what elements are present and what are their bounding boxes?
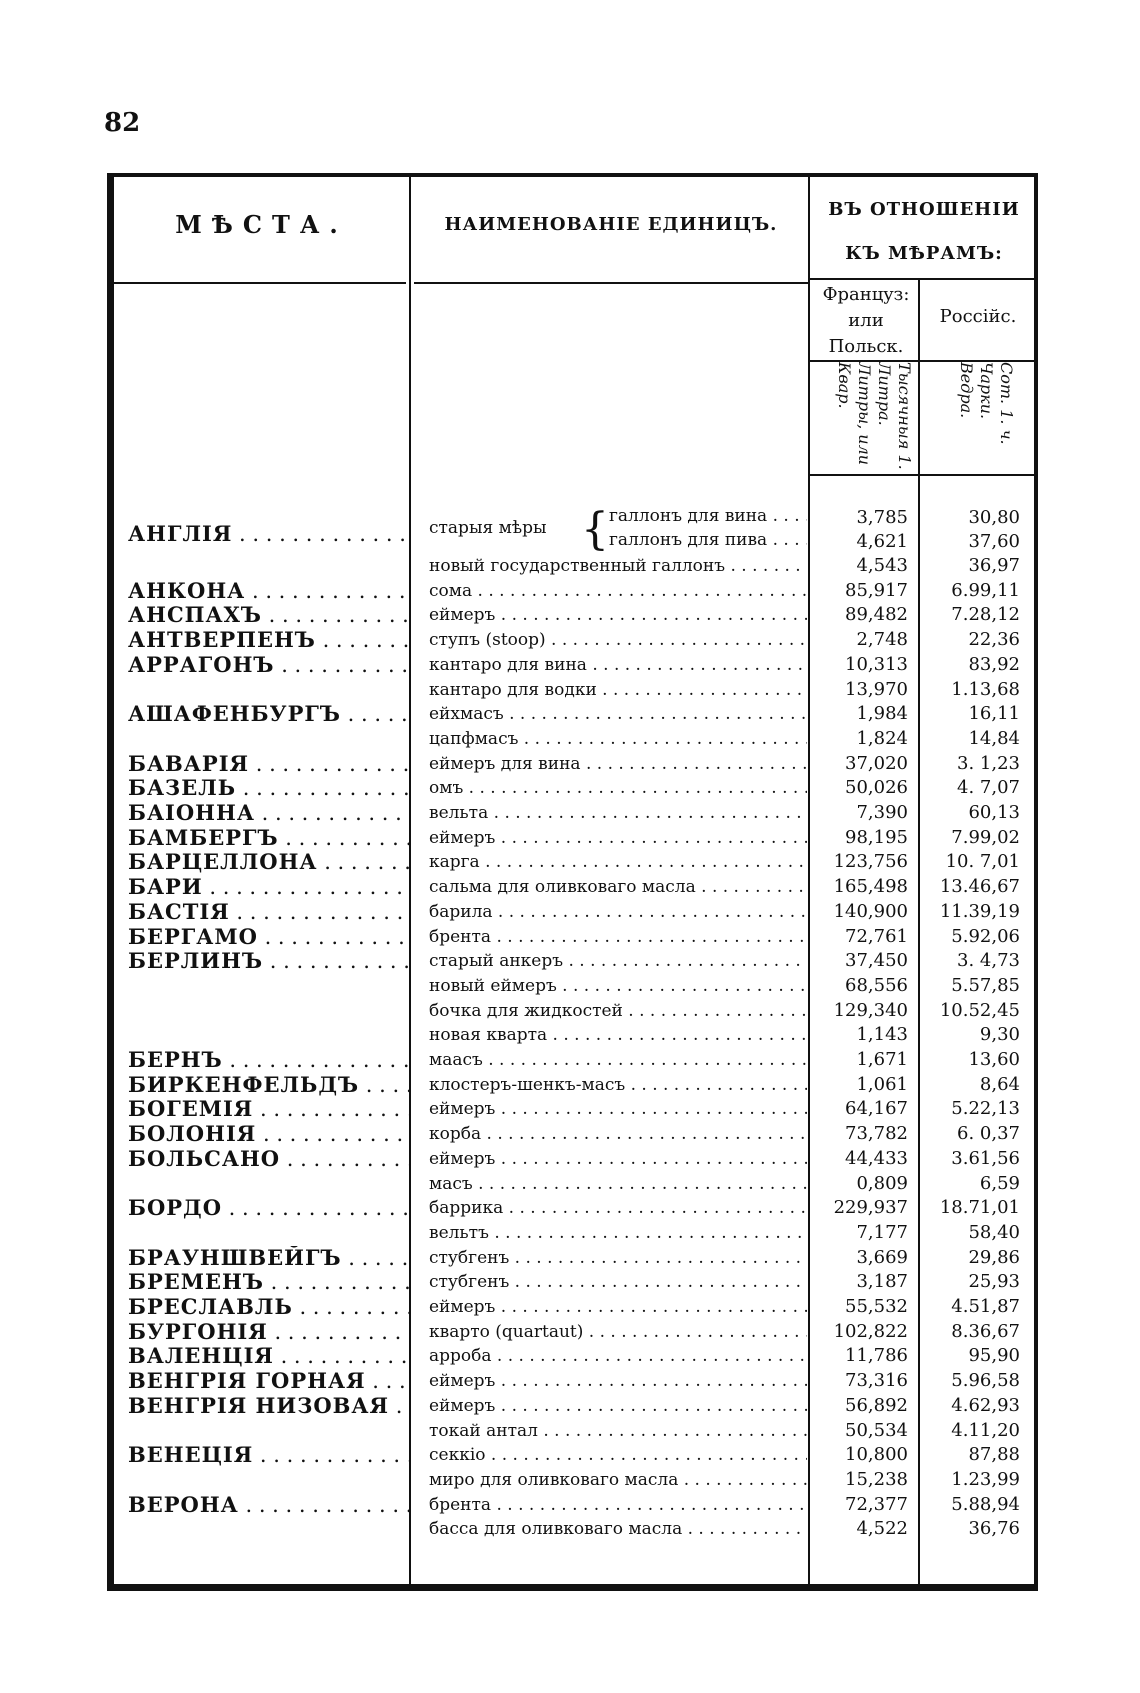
place-name: БАМБЕРГЪ . . . [128,826,409,850]
unit-name: галлонъ для вина . . . [609,506,807,526]
vedra-value: 36,76 [968,1518,1020,1540]
russian-header: Россійс. [939,306,1017,327]
table-row [0,1517,1140,1541]
place-name: АНГЛІЯ . . . [128,522,409,546]
table-row [0,1172,1140,1196]
vedra-value: 36,97 [968,555,1020,576]
place-name: БОЛОНІЯ . . . [128,1122,409,1146]
vedra-value: 3.61,56 [951,1147,1020,1169]
vedra-value: 6. 0,37 [957,1123,1020,1145]
liters-value: 13,970 [845,678,908,700]
unit-name: новый государственный галлонъ . . . [429,554,807,578]
table-row [0,1419,1140,1443]
unit-name: омъ . . . [429,776,807,800]
unit-name: еймеръ . . . [429,826,807,850]
vedra-value: 9,30 [979,1024,1020,1046]
unit-name: еймеръ . . . [429,1147,807,1171]
place-name: БАІОННА . . . [128,801,409,825]
liters-value: 129,340 [833,999,908,1021]
table-row [0,1320,1140,1344]
unit-name: новая кварта . . . [429,1023,807,1047]
table-row [0,1221,1140,1245]
vedra-value: 1.13,68 [951,678,1020,700]
place-name: БРАУНШВЕЙГЪ . . . [128,1246,409,1270]
relation-header-line2: КЪ МѢРАМЪ: [845,243,1003,264]
liters-value: 1,984 [856,703,908,725]
header-rule [808,278,1034,280]
liters-subheader-line4: или Квар. [835,362,874,466]
place-name: БАРИ . . . [128,875,409,899]
table-row [0,875,1140,899]
place-name: БОЛЬСАНО . . . [128,1147,409,1171]
unit-name: брента . . . [429,925,807,949]
liters-value: 11,786 [845,1345,908,1367]
unit-name: кантаро для водки . . . [429,678,807,702]
liters-value: 50,026 [845,777,908,799]
french-header [812,282,920,360]
vedra-value: 16,11 [968,703,1020,725]
liters-value: 140,900 [833,900,908,922]
place-name: БАЗЕЛЬ . . . [128,776,409,800]
unit-name: масъ . . . [429,1172,807,1196]
vedra-subheader-line3: Ведра. [957,362,976,419]
table-row [0,579,1140,603]
vedra-value: 5.22,13 [951,1098,1020,1120]
liters-value: 85,917 [845,579,908,601]
unit-name: бочка для жидкостей . . . [429,999,807,1023]
unit-name: басса для оливковаго масла . . . [429,1517,807,1541]
place-name: АНКОНА . . . [128,579,409,603]
liters-value: 2,748 [856,629,908,651]
table-row [0,999,1140,1023]
vedra-value: 4.62,93 [951,1394,1020,1416]
table-row [0,530,1140,554]
place-name: ВЕРОНА . . . [128,1493,409,1517]
vedra-value: 95,90 [968,1345,1020,1367]
unit-name: секкіо . . . [429,1443,807,1467]
liters-value: 89,482 [845,604,908,626]
unit-name: кварто (quartaut) . . . [429,1320,807,1344]
vedra-value: 3. 4,73 [957,950,1020,972]
vedra-value: 3. 1,23 [957,752,1020,774]
liters-value: 165,498 [833,876,908,898]
table-row [0,1493,1140,1517]
liters-value: 4,543 [856,555,908,576]
table-row [0,1023,1140,1047]
vedra-value: 5.96,58 [951,1370,1020,1392]
place-name: БРЕСЛАВЛЬ . . . [128,1295,409,1319]
units-header: НАИМЕНОВАНІЕ ЕДИНИЦЪ. [444,214,778,235]
header-rule [114,282,406,284]
liters-value: 72,761 [845,925,908,947]
vedra-value: 8,64 [979,1073,1020,1095]
liters-value: 123,756 [833,851,908,873]
liters-value: 229,937 [833,1197,908,1219]
unit-name: еймеръ . . . [429,1295,807,1319]
vedra-value: 10. 7,01 [945,851,1020,873]
place-name: ВЕНГРІЯ НИЗОВАЯ . . . [128,1394,409,1418]
place-name: АШАФЕНБУРГЪ . . . [128,702,409,726]
place-name: АРРАГОНЪ . . . [128,653,409,677]
place-name: ВЕНЕЦІЯ . . . [128,1443,409,1467]
vedra-value: 22,36 [968,629,1020,651]
vedra-value: 8.36,67 [951,1320,1020,1342]
place-name: БАРЦЕЛЛОНА . . . [128,850,409,874]
vedra-value: 29,86 [968,1246,1020,1268]
relation-header-line1: ВЪ ОТНОШЕНІИ [828,199,1020,220]
liters-value: 56,892 [845,1394,908,1416]
vedra-value: 5.57,85 [951,974,1020,996]
vedra-value: 13.46,67 [939,876,1020,898]
liters-value: 7,177 [856,1221,908,1243]
table-row [0,1270,1140,1294]
table-row [0,628,1140,652]
table-row [0,801,1140,825]
unit-name: стубгенъ . . . [429,1270,807,1294]
unit-name: новый еймеръ . . . [429,974,807,998]
unit-name: токай антал . . . [429,1419,807,1443]
liters-subheader [814,362,914,472]
french-header-line3: Польск. [828,336,904,357]
table-row [0,900,1140,924]
liters-value: 98,195 [845,826,908,848]
places-header: МѢСТА. [175,210,348,239]
liters-value: 15,238 [845,1468,908,1490]
liters-value: 7,390 [856,802,908,823]
french-header-line2: или [848,310,884,331]
liters-value: 72,377 [845,1493,908,1515]
vedra-value: 5.88,94 [951,1493,1020,1515]
liters-value: 3,785 [856,507,908,528]
table-row [0,653,1140,677]
place-name: АНСПАХЪ . . . [128,603,409,627]
vedra-value: 4.51,87 [951,1296,1020,1317]
old-measures-label: старыя мѣры [429,518,547,538]
table-row [0,1344,1140,1368]
table-row [0,974,1140,998]
table-row [0,1295,1140,1319]
liters-value: 4,621 [856,531,908,552]
vedra-value: 1.23,99 [951,1468,1020,1490]
vedra-value: 4.11,20 [951,1419,1020,1441]
vedra-value: 5.92,06 [951,925,1020,947]
unit-name: брента . . . [429,1493,807,1517]
liters-value: 73,316 [845,1370,908,1392]
liters-value: 102,822 [833,1320,908,1342]
vedra-value: 11.39,19 [939,900,1020,922]
vedra-value: 6,59 [979,1172,1020,1194]
liters-value: 3,187 [856,1271,908,1293]
vedra-value: 83,92 [968,653,1020,675]
place-name: БОРДО . . . [128,1196,409,1220]
vedra-value: 10.52,45 [939,999,1020,1021]
place-name: БУРГОНІЯ . . . [128,1320,409,1344]
table-row [0,1147,1140,1171]
unit-name: цапфмасъ . . . [429,727,807,751]
vedra-value: 58,40 [968,1221,1020,1243]
vedra-value: 18.71,01 [939,1197,1020,1219]
liters-value: 1,671 [856,1049,908,1070]
place-name: ВАЛЕНЦІЯ . . . [128,1344,409,1368]
table-row [0,1394,1140,1418]
unit-name: корба . . . [429,1122,807,1146]
place-name: БРЕМЕНЪ . . . [128,1270,409,1294]
table-row [0,1468,1140,1492]
unit-name: еймеръ . . . [429,1097,807,1121]
liters-value: 64,167 [845,1098,908,1120]
vedra-subheader [936,362,1016,472]
liters-value: 4,522 [856,1518,908,1540]
unit-name: еймеръ . . . [429,1369,807,1393]
table-row [0,702,1140,726]
liters-value: 44,433 [845,1147,908,1169]
vedra-value: 4. 7,07 [957,777,1020,799]
unit-name: вельта . . . [429,801,807,825]
header-rule [414,282,808,284]
table-row [0,1369,1140,1393]
place-name: БОГЕМІЯ . . . [128,1097,409,1121]
table-row [0,554,1140,578]
vedra-value: 7.99,02 [951,826,1020,848]
place-name: БАВАРІЯ . . . [128,752,409,776]
brace-icon: { [581,504,609,555]
unit-name: еймеръ для вина . . . [429,752,807,776]
vedra-value: 7.28,12 [951,604,1020,626]
unit-name: арроба . . . [429,1344,807,1368]
table-row [0,603,1140,627]
liters-value: 37,450 [845,950,908,972]
header-rule [808,474,1034,476]
liters-value: 55,532 [845,1296,908,1317]
table-row [0,925,1140,949]
table-row [0,727,1140,751]
vedra-value: 6.99,11 [951,579,1020,601]
table-row [0,1097,1140,1121]
table-row [0,1196,1140,1220]
liters-value: 1,143 [856,1024,908,1046]
unit-name: миро для оливковаго масла . . . [429,1468,807,1492]
liters-value: 37,020 [845,752,908,774]
place-name: ВЕНГРІЯ ГОРНАЯ . . . [128,1369,409,1393]
liters-value: 10,800 [845,1444,908,1466]
vedra-value: 14,84 [968,727,1020,749]
relation-header [812,188,1036,276]
table-row [0,1073,1140,1097]
liters-subheader-line1: Тысячныя [895,362,914,450]
unit-name: стубгенъ . . . [429,1246,807,1270]
page-number: 82 [104,108,141,138]
unit-name: маасъ . . . [429,1048,807,1072]
liters-value: 3,669 [856,1246,908,1268]
table-row [0,776,1140,800]
liters-value: 10,313 [845,653,908,675]
unit-name: ступъ (stoop) . . . [429,628,807,652]
place-name: АНТВЕРПЕНЪ . . . [128,628,409,652]
liters-value: 0,809 [856,1172,908,1194]
unit-name: вельтъ . . . [429,1221,807,1245]
liters-value: 1,824 [856,727,908,749]
vedra-subheader-line2: Чарки. [977,362,996,420]
vedra-value: 25,93 [968,1271,1020,1293]
liters-value: 73,782 [845,1123,908,1145]
unit-name: сальма для оливковаго масла . . . [429,875,807,899]
table-row [0,1048,1140,1072]
vedra-value: 37,60 [968,531,1020,552]
liters-value: 68,556 [845,974,908,996]
place-name: БИРКЕНФЕЛЬДЪ . . . [128,1073,409,1097]
unit-name: баррика . . . [429,1196,807,1220]
unit-name: старый анкеръ . . . [429,949,807,973]
liters-value: 50,534 [845,1419,908,1441]
liters-subheader-line2: 1. Литра. [875,362,914,470]
unit-name: еймеръ . . . [429,1394,807,1418]
place-name: БЕРГАМО . . . [128,925,409,949]
liters-value: 1,061 [856,1073,908,1095]
table-row [0,678,1140,702]
unit-name: ейхмасъ . . . [429,702,807,726]
vedra-value: 87,88 [968,1444,1020,1466]
unit-name: карга . . . [429,850,807,874]
table-row [0,506,1140,530]
vedra-value: 13,60 [968,1049,1020,1070]
table-row [0,752,1140,776]
unit-name: галлонъ для пива . . . [609,530,807,550]
french-header-line1: Францyз: [822,284,910,305]
unit-name: кантаро для вина . . . [429,653,807,677]
liters-subheader-line3: Литры, [855,362,874,430]
place-name: БЕРЛИНЪ . . . [128,949,409,973]
table-row [0,949,1140,973]
unit-name: клостеръ-шенкъ-масъ . . . [429,1073,807,1097]
vedra-value: 30,80 [968,507,1020,528]
unit-name: барила . . . [429,900,807,924]
place-name: БАСТІЯ . . . [128,900,409,924]
vedra-value: 60,13 [968,802,1020,823]
table-row [0,826,1140,850]
table-row [0,850,1140,874]
place-name: БЕРНЪ . . . [128,1048,409,1072]
unit-name: сома . . . [429,579,807,603]
table-row [0,1443,1140,1467]
table-row [0,1122,1140,1146]
vedra-subheader-line1: Сот. 1. ч. [997,362,1016,445]
unit-name: еймеръ . . . [429,603,807,627]
table-row [0,1246,1140,1270]
